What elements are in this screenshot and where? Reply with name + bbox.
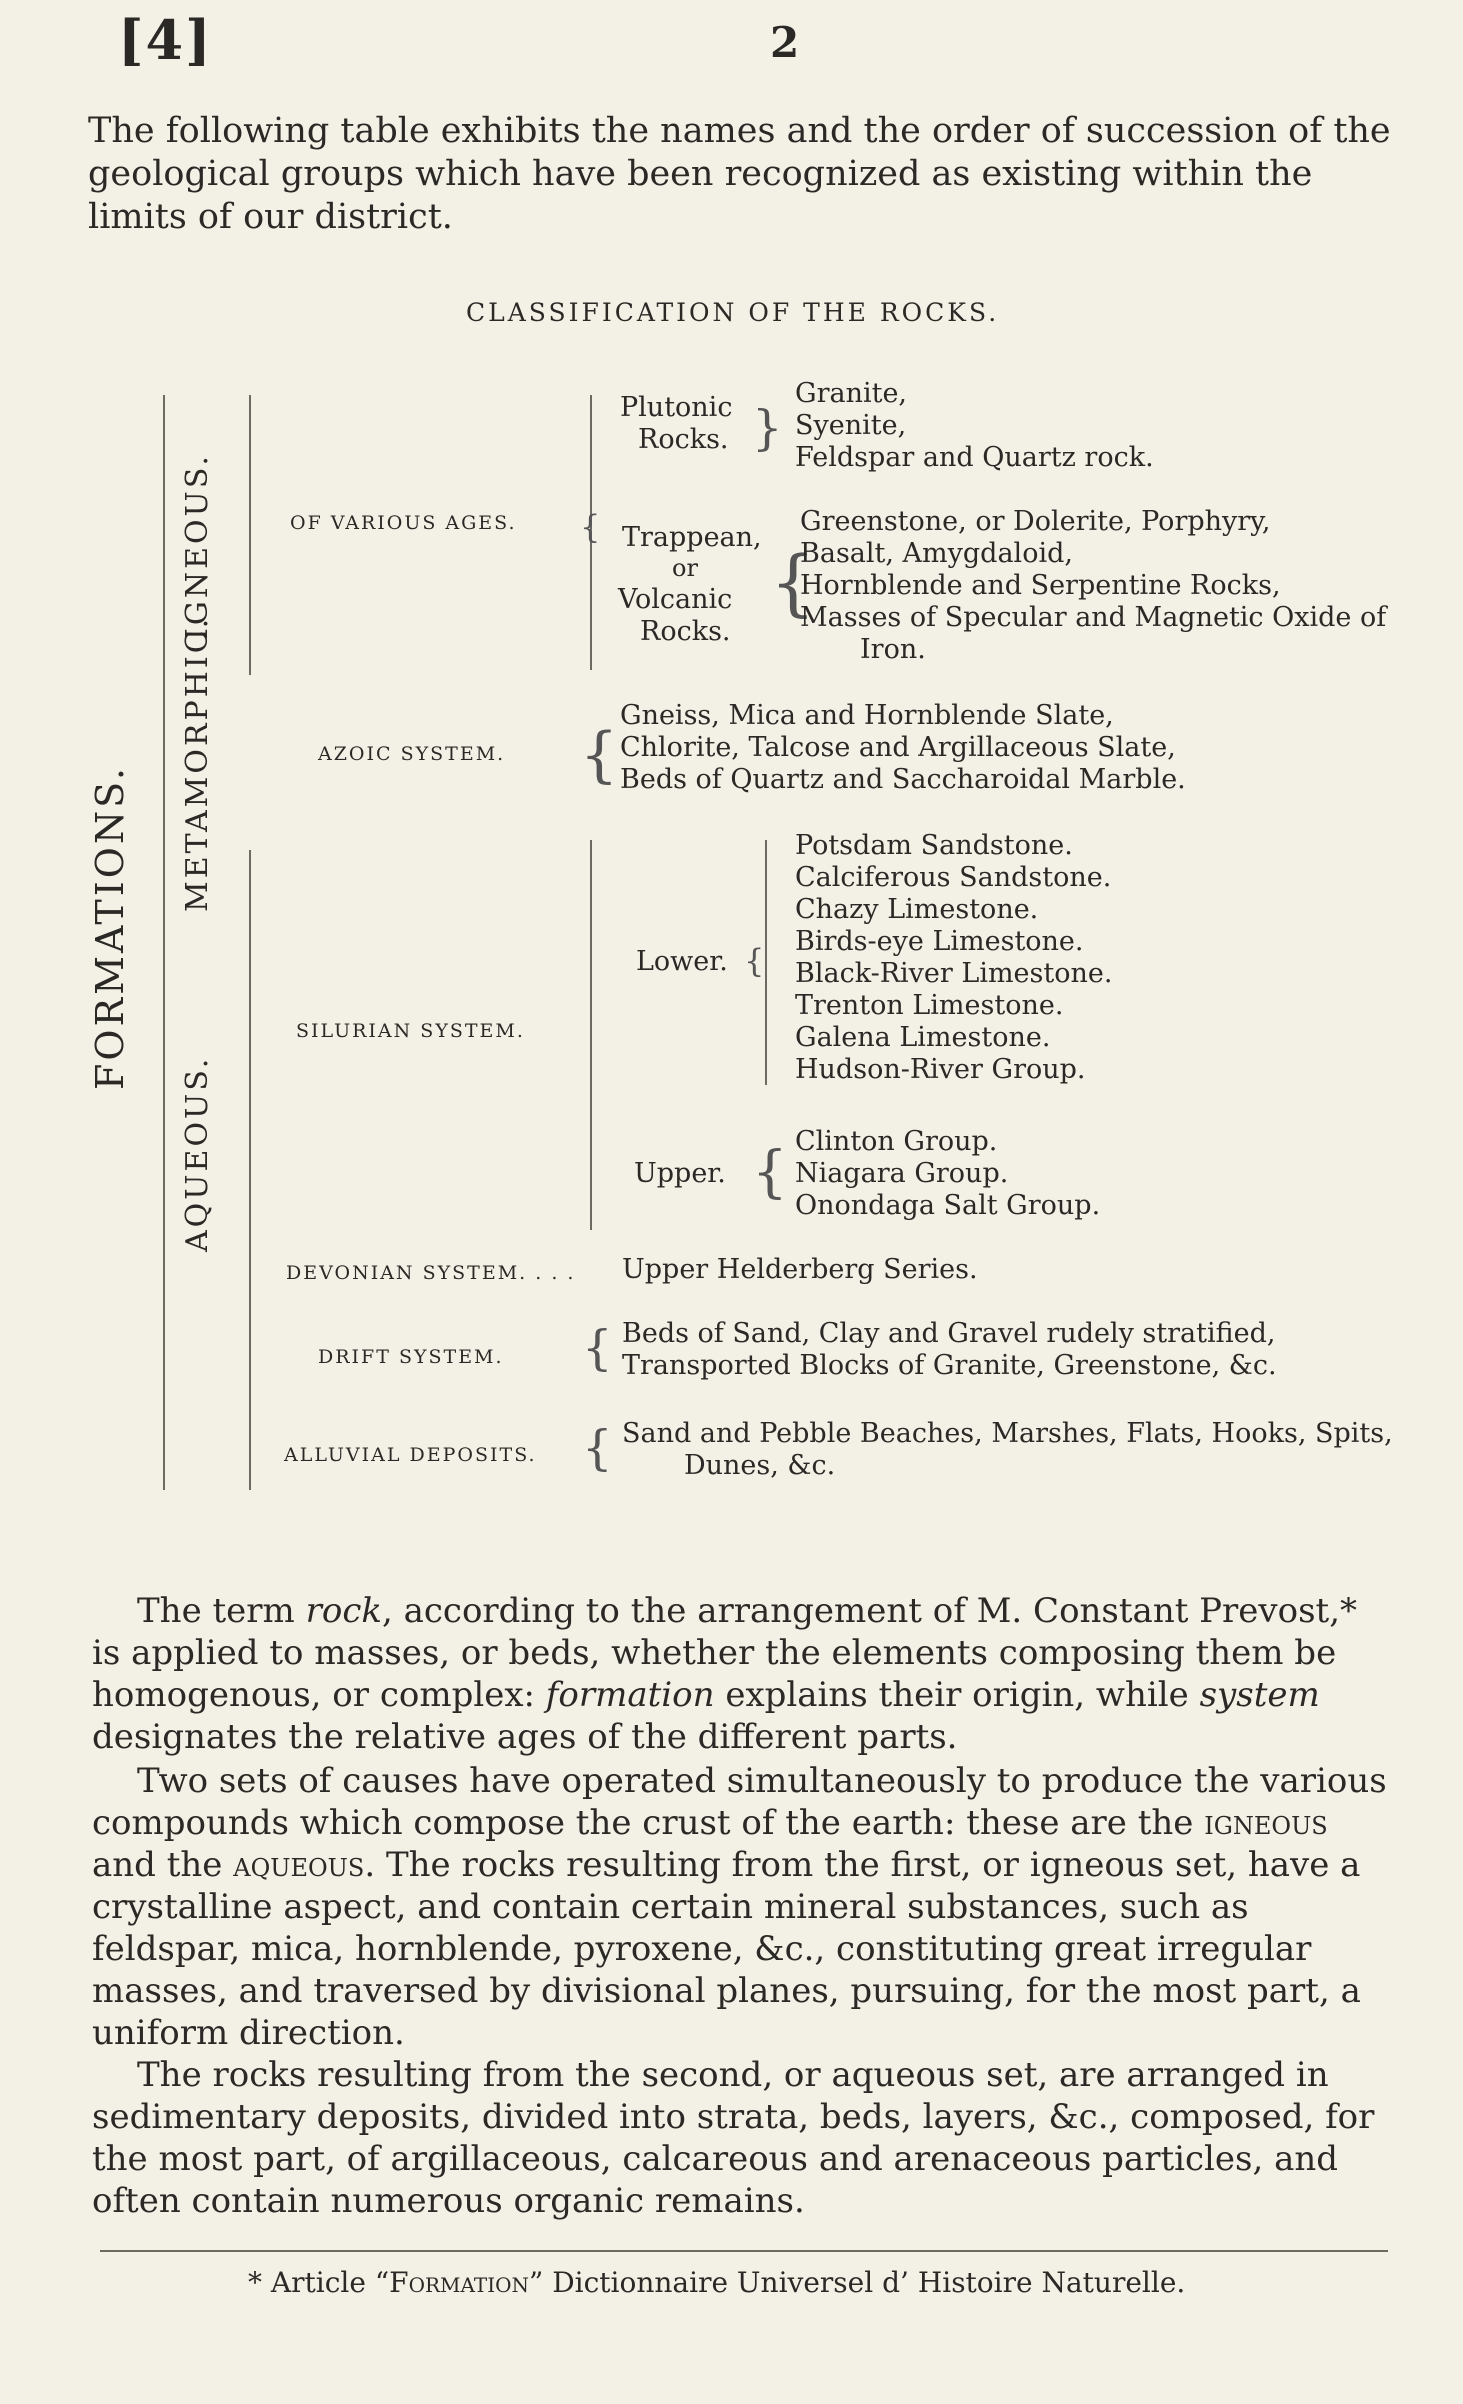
list-item: Basalt, Amygdaloid, (800, 538, 1073, 569)
alluvial-label: ALLUVIAL DEPOSITS. (284, 1444, 537, 1466)
list-item: Hornblende and Serpentine Rocks, (800, 570, 1281, 601)
silurian-label: SILURIAN SYSTEM. (296, 1020, 525, 1042)
upper-label: Upper. (634, 1158, 726, 1189)
brace-symbol: { (580, 720, 619, 790)
list-item: Onondaga Salt Group. (795, 1190, 1101, 1221)
silurian-bracket (590, 840, 592, 1230)
list-item: Birds-eye Limestone. (795, 926, 1084, 957)
list-item: Transported Blocks of Granite, Greenstone, &c. (622, 1350, 1277, 1381)
list-item: Trenton Limestone. (795, 990, 1064, 1021)
list-item: Beds of Sand, Clay and Gravel rudely stratified, (622, 1318, 1276, 1349)
brace-symbol: { (582, 1420, 613, 1476)
list-item: Upper Helderberg Series. (622, 1254, 978, 1285)
list-item: Clinton Group. (795, 1126, 998, 1157)
devonian-label: DEVONIAN SYSTEM. . . . (286, 1262, 576, 1284)
trappean-label-4: Rocks. (640, 616, 731, 647)
list-item: Hudson-River Group. (795, 1054, 1086, 1085)
brace-symbol: } (752, 400, 783, 456)
igneous-label: IGNEOUS. (180, 453, 215, 640)
paragraph-causes: Two sets of causes have operated simultaneously to produce the various compounds which compose the crust of the earth: these are the igneous and the aqueous. The rocks resulting from the first, or igneous set, have a crystalline aspect, and contain certain mineral substances, such as feldspar, mica, hornblende, pyroxene, &c., constituting great irregular masses, and traversed by divisional planes, pursuing, for the most part, a uniform direction. (92, 1761, 1387, 2053)
list-item: Granite, (795, 378, 908, 409)
various-ages-label: OF VARIOUS AGES. (290, 512, 517, 534)
list-item: Beds of Quartz and Saccharoidal Marble. (620, 764, 1186, 795)
azoic-label: AZOIC SYSTEM. (318, 743, 506, 765)
formations-bracket (163, 395, 165, 1490)
aqueous-bracket (249, 850, 251, 1490)
footnote: * Article “Formation” Dictionnaire Universel d’ Histoire Naturelle. (248, 2266, 1186, 2299)
plutonic-label: Plutonic (620, 392, 733, 423)
plutonic-label-2: Rocks. (638, 424, 729, 455)
list-item: Calciferous Sandstone. (795, 862, 1112, 893)
list-item: Black-River Limestone. (795, 958, 1113, 989)
list-item: Sand and Pebble Beaches, Marshes, Flats, Hooks, Spits, (622, 1418, 1393, 1449)
igneous-bracket (249, 395, 251, 675)
drift-label: DRIFT SYSTEM. (318, 1346, 504, 1368)
trappean-label-2: or (672, 554, 698, 582)
list-item: Potsdam Sandstone. (795, 830, 1073, 861)
list-item: Dunes, &c. (684, 1450, 836, 1481)
lower-label: Lower. (636, 946, 728, 977)
brace-symbol: { (580, 508, 601, 546)
page-number: 2 (770, 18, 800, 67)
trappean-label-3: Volcanic (618, 584, 733, 615)
formations-label: FORMATIONS. (88, 765, 132, 1090)
aqueous-label: AQUEOUS. (180, 1055, 215, 1252)
list-item: Iron. (860, 634, 926, 665)
brace-symbol: { (752, 1140, 788, 1205)
list-item: Syenite, (795, 410, 907, 441)
list-item: Gneiss, Mica and Hornblende Slate, (620, 700, 1114, 731)
lower-bracket (765, 840, 767, 1085)
brace-symbol: { (770, 540, 816, 624)
trappean-label: Trappean, (622, 522, 762, 553)
footnote-rule (100, 2250, 1388, 2252)
list-item: Chazy Limestone. (795, 894, 1039, 925)
list-item: Galena Limestone. (795, 1022, 1051, 1053)
list-item: Feldspar and Quartz rock. (795, 442, 1154, 473)
intro-paragraph: The following table exhibits the names and the order of succession of the geological groups which have been recognized as existing within the limits of our district. (88, 111, 1391, 237)
brace-symbol: { (744, 942, 765, 980)
table-caption: CLASSIFICATION OF THE ROCKS. (466, 298, 1000, 327)
page-bracket-number: [4] (118, 8, 213, 72)
list-item: Niagara Group. (795, 1158, 1009, 1189)
list-item: Chlorite, Talcose and Argillaceous Slate, (620, 732, 1176, 763)
metamorphic-label: METAMORPHIC. (180, 615, 215, 912)
brace-symbol: { (582, 1320, 613, 1376)
paragraph-terms: The term rock, according to the arrangement of M. Constant Prevost,* is applied to masses, or beds, whether the elements composing them be homogenous, or complex: formation explains their origin, while system designates the relative ages of the different parts. (92, 1591, 1358, 1757)
list-item: Masses of Specular and Magnetic Oxide of (800, 602, 1387, 633)
paragraph-aqueous: The rocks resulting from the second, or aqueous set, are arranged in sedimentary deposits, divided into strata, beds, layers, &c., composed, for the most part, of argillaceous, calcareous and arenaceous particles, and often contain numerous organic remains. (92, 2055, 1375, 2221)
list-item: Greenstone, or Dolerite, Porphyry, (800, 506, 1271, 537)
